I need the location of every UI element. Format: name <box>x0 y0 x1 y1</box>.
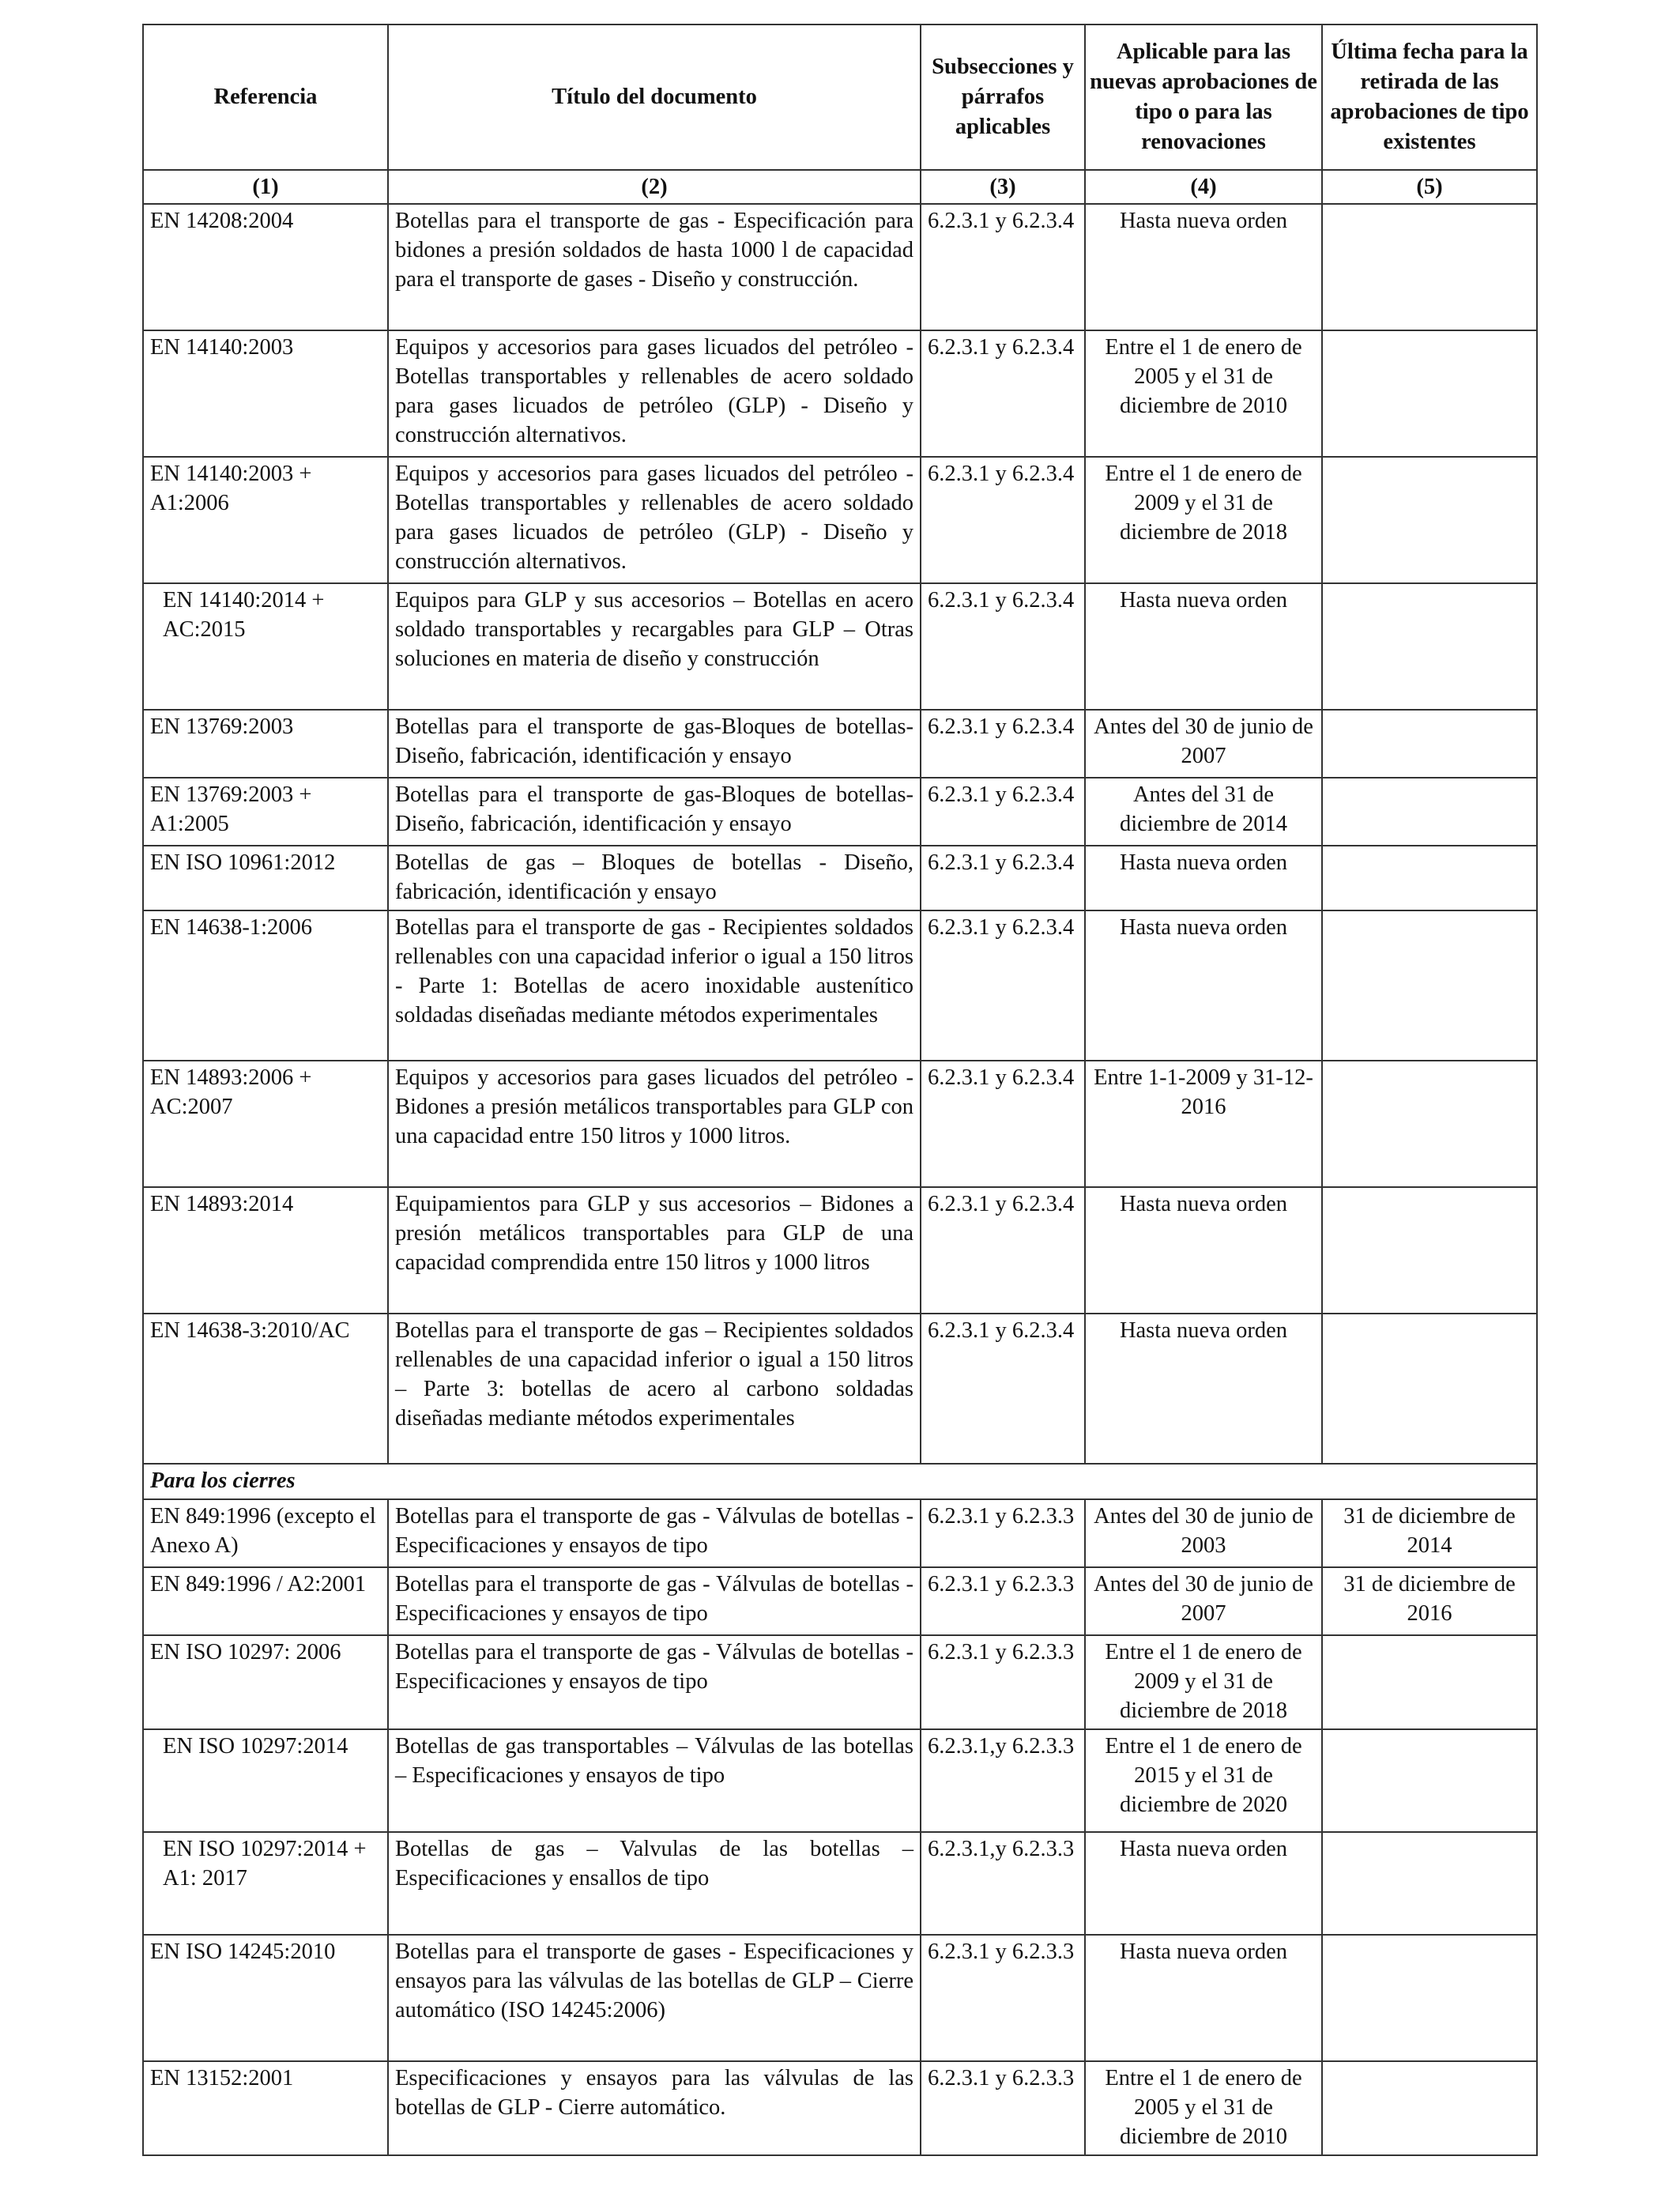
cell-sub: 6.2.3.1 y 6.2.3.4 <box>921 710 1085 778</box>
table-row <box>143 1314 1537 1464</box>
cell-last <box>1322 1314 1537 1464</box>
cell-last <box>1322 910 1537 1061</box>
cell-title: Botellas para el transporte de gas - Válvulas de botellas - Especificaciones y ensayos de tipo <box>388 1567 921 1635</box>
cell-sub: 6.2.3.1 y 6.2.3.4 <box>921 1061 1085 1187</box>
cell-ref: EN 14140:2003 + A1:2006 <box>143 457 388 583</box>
cell-ref: EN ISO 10297:2014 <box>143 1729 388 1832</box>
cell-app: Entre el 1 de enero de 2005 y el 31 de diciembre de 2010 <box>1085 2061 1322 2155</box>
cell-last <box>1322 1635 1537 1729</box>
cell-title: Botellas para el transporte de gas-Bloques de botellas-Diseño, fabricación, identificación y ensayo <box>388 778 921 846</box>
cell-sub: 6.2.3.1 y 6.2.3.4 <box>921 457 1085 583</box>
cell-sub: 6.2.3.1 y 6.2.3.4 <box>921 910 1085 1061</box>
cell-sub: 6.2.3.1 y 6.2.3.4 <box>921 846 1085 910</box>
cell-title: Especificaciones y ensayos para las válvulas de las botellas de GLP - Cierre automático. <box>388 2061 921 2155</box>
cell-ref: EN 13769:2003 + A1:2005 <box>143 778 388 846</box>
cell-app: Hasta nueva orden <box>1085 1935 1322 2061</box>
cell-title: Botellas para el transporte de gas-Bloques de botellas-Diseño, fabricación, identificación y ensayo <box>388 710 921 778</box>
table-row <box>143 778 1537 846</box>
cell-sub: 6.2.3.1 y 6.2.3.3 <box>921 2061 1085 2155</box>
cell-ref: EN 849:1996 / A2:2001 <box>143 1567 388 1635</box>
cell-app: Antes del 30 de junio de 2007 <box>1085 1567 1322 1635</box>
cell-title: Botellas de gas – Valvulas de las botellas – Especificaciones y ensallos de tipo <box>388 1832 921 1935</box>
cell-ref: EN 14208:2004 <box>143 204 388 330</box>
cell-title: Equipos y accesorios para gases licuados del petróleo - Bidones a presión metálicos transportables para GLP con una capacidad entre 150 litros y 1000 litros. <box>388 1061 921 1187</box>
standards-table <box>142 24 1538 2156</box>
cell-ref: EN 14140:2003 <box>143 330 388 457</box>
cell-sub: 6.2.3.1 y 6.2.3.4 <box>921 583 1085 710</box>
header-titulo: Título del documento <box>388 25 921 170</box>
cell-last <box>1322 2061 1537 2155</box>
cell-sub: 6.2.3.1 y 6.2.3.3 <box>921 1499 1085 1567</box>
cell-ref: EN ISO 14245:2010 <box>143 1935 388 2061</box>
cell-sub: 6.2.3.1,y 6.2.3.3 <box>921 1729 1085 1832</box>
cell-app: Hasta nueva orden <box>1085 583 1322 710</box>
cell-app: Entre el 1 de enero de 2005 y el 31 de diciembre de 2010 <box>1085 330 1322 457</box>
header-subsecciones: Subsecciones y párrafos aplicables <box>921 25 1085 170</box>
header-aplicable: Aplicable para las nuevas aprobaciones de tipo o para las renovaciones <box>1085 25 1322 170</box>
cell-sub: 6.2.3.1 y 6.2.3.4 <box>921 1314 1085 1464</box>
table-row <box>143 204 1537 330</box>
cell-sub: 6.2.3.1 y 6.2.3.3 <box>921 1635 1085 1729</box>
table-row <box>143 2061 1537 2155</box>
cell-app: Hasta nueva orden <box>1085 1314 1322 1464</box>
cell-sub: 6.2.3.1 y 6.2.3.3 <box>921 1935 1085 2061</box>
cell-last <box>1322 1061 1537 1187</box>
cell-title: Botellas para el transporte de gases - Especificaciones y ensayos para las válvulas de las botellas de GLP – Cierre automático (ISO 14245:2006) <box>388 1935 921 2061</box>
cell-app: Hasta nueva orden <box>1085 204 1322 330</box>
cell-title: Equipos para GLP y sus accesorios – Botellas en acero soldado transportables y recargables para GLP – Otras soluciones en materia de diseño y construcción <box>388 583 921 710</box>
table-row <box>143 1499 1537 1567</box>
cell-last <box>1322 1832 1537 1935</box>
cell-ref: EN 13152:2001 <box>143 2061 388 2155</box>
cell-app: Antes del 31 de diciembre de 2014 <box>1085 778 1322 846</box>
cell-sub: 6.2.3.1 y 6.2.3.4 <box>921 330 1085 457</box>
header-row <box>143 25 1537 170</box>
cell-app: Antes del 30 de junio de 2007 <box>1085 710 1322 778</box>
table-body <box>143 170 1537 2155</box>
cell-sub: 6.2.3.1 y 6.2.3.3 <box>921 1567 1085 1635</box>
cell-title: Botellas para el transporte de gas - Válvulas de botellas - Especificaciones y ensayos de tipo <box>388 1499 921 1567</box>
table-row <box>143 1187 1537 1314</box>
cell-last <box>1322 457 1537 583</box>
cell-last <box>1322 778 1537 846</box>
section-row <box>143 1464 1537 1499</box>
cell-app: Hasta nueva orden <box>1085 1832 1322 1935</box>
cell-title: Equipos y accesorios para gases licuados del petróleo - Botellas transportables y rellenables de acero soldado para gases licuados de petróleo (GLP) - Diseño y construcción alternativos. <box>388 330 921 457</box>
table-row <box>143 910 1537 1061</box>
cell-sub: 6.2.3.1,y 6.2.3.3 <box>921 1832 1085 1935</box>
cell-ref: EN 14893:2006 + AC:2007 <box>143 1061 388 1187</box>
column-number-row <box>143 170 1537 204</box>
cell-app: Antes del 30 de junio de 2003 <box>1085 1499 1322 1567</box>
cell-sub: 6.2.3.1 y 6.2.3.4 <box>921 778 1085 846</box>
table-row <box>143 583 1537 710</box>
table-row <box>143 1935 1537 2061</box>
cell-sub: 6.2.3.1 y 6.2.3.4 <box>921 204 1085 330</box>
cell-last: 31 de diciembre de 2016 <box>1322 1567 1537 1635</box>
cell-ref: EN 14893:2014 <box>143 1187 388 1314</box>
column-number: (2) <box>388 170 921 204</box>
header-referencia: Referencia <box>143 25 388 170</box>
header-ultima-fecha: Última fecha para la retirada de las aprobaciones de tipo existentes <box>1322 25 1537 170</box>
cell-app: Entre 1-1-2009 y 31-12-2016 <box>1085 1061 1322 1187</box>
cell-app: Hasta nueva orden <box>1085 910 1322 1061</box>
cell-title: Botellas para el transporte de gas – Recipientes soldados rellenables de una capacidad inferior o igual a 150 litros – Parte 3: botellas de acero al carbono soldadas diseñadas mediante métodos experimentales <box>388 1314 921 1464</box>
cell-ref: EN 14638-1:2006 <box>143 910 388 1061</box>
cell-app: Hasta nueva orden <box>1085 846 1322 910</box>
cell-title: Equipos y accesorios para gases licuados del petróleo - Botellas transportables y rellenables de acero soldado para gases licuados de petróleo (GLP) - Diseño y construcción alternativos. <box>388 457 921 583</box>
cell-title: Botellas de gas transportables – Válvulas de las botellas – Especificaciones y ensayos de tipo <box>388 1729 921 1832</box>
column-number: (3) <box>921 170 1085 204</box>
table-row <box>143 1635 1537 1729</box>
cell-app: Hasta nueva orden <box>1085 1187 1322 1314</box>
cell-title: Botellas para el transporte de gas - Válvulas de botellas - Especificaciones y ensayos de tipo <box>388 1635 921 1729</box>
table-row <box>143 710 1537 778</box>
table-row <box>143 1832 1537 1935</box>
cell-title: Botellas para el transporte de gas - Especificación para bidones a presión soldados de hasta 1000 l de capacidad para el transporte de gases - Diseño y construcción. <box>388 204 921 330</box>
cell-app: Entre el 1 de enero de 2009 y el 31 de diciembre de 2018 <box>1085 457 1322 583</box>
cell-last <box>1322 846 1537 910</box>
table-row <box>143 457 1537 583</box>
cell-last <box>1322 1935 1537 2061</box>
cell-last <box>1322 330 1537 457</box>
cell-ref: EN 14638-3:2010/AC <box>143 1314 388 1464</box>
cell-ref: EN ISO 10297:2014 + A1: 2017 <box>143 1832 388 1935</box>
cell-ref: EN 14140:2014 + AC:2015 <box>143 583 388 710</box>
table-row <box>143 1061 1537 1187</box>
cell-ref: EN 13769:2003 <box>143 710 388 778</box>
table-row <box>143 846 1537 910</box>
cell-title: Equipamientos para GLP y sus accesorios – Bidones a presión metálicos transportables para GLP de una capacidad comprendida entre 150 litros y 1000 litros <box>388 1187 921 1314</box>
cell-ref: EN ISO 10297: 2006 <box>143 1635 388 1729</box>
cell-ref: EN ISO 10961:2012 <box>143 846 388 910</box>
cell-title: Botellas de gas – Bloques de botellas - Diseño, fabricación, identificación y ensayo <box>388 846 921 910</box>
cell-last <box>1322 710 1537 778</box>
cell-last <box>1322 1729 1537 1832</box>
cell-last <box>1322 204 1537 330</box>
table-row <box>143 330 1537 457</box>
column-number: (1) <box>143 170 388 204</box>
column-number: (4) <box>1085 170 1322 204</box>
table-row <box>143 1567 1537 1635</box>
table-row <box>143 1729 1537 1832</box>
cell-ref: EN 849:1996 (excepto el Anexo A) <box>143 1499 388 1567</box>
cell-last: 31 de diciembre de 2014 <box>1322 1499 1537 1567</box>
section-label: Para los cierres <box>143 1464 1537 1499</box>
cell-app: Entre el 1 de enero de 2009 y el 31 de diciembre de 2018 <box>1085 1635 1322 1729</box>
cell-last <box>1322 583 1537 710</box>
cell-title: Botellas para el transporte de gas - Recipientes soldados rellenables con una capacidad inferior o igual a 150 litros - Parte 1: Botellas de acero inoxidable austenítico soldadas diseñadas mediante métodos experimentales <box>388 910 921 1061</box>
column-number: (5) <box>1322 170 1537 204</box>
cell-last <box>1322 1187 1537 1314</box>
cell-app: Entre el 1 de enero de 2015 y el 31 de diciembre de 2020 <box>1085 1729 1322 1832</box>
cell-sub: 6.2.3.1 y 6.2.3.4 <box>921 1187 1085 1314</box>
